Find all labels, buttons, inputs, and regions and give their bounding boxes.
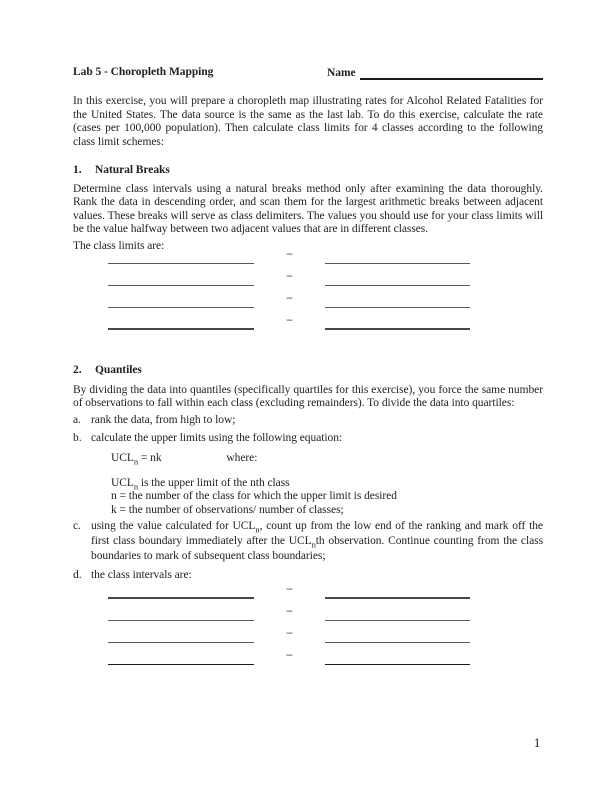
answer-row (73, 621, 543, 643)
definition-line-1: $UCL_n$ is the upper limit of the nth class (111, 477, 290, 492)
definition-line-3: k = the number of observations/ number of classes; (111, 503, 344, 516)
answer-blank-left (108, 284, 254, 286)
answer-blank-right (325, 262, 470, 264)
dash-separator: – (286, 269, 293, 282)
equation-row (73, 452, 543, 466)
dash-separator: – (286, 291, 293, 304)
answer-row (73, 599, 543, 621)
where-label: where: (226, 451, 258, 464)
name-blank-line (360, 66, 543, 80)
answer-blank-right (325, 306, 470, 308)
class-intervals-blanks-group2 (73, 582, 543, 665)
dash-separator: – (286, 626, 293, 639)
equation-definitions (73, 477, 543, 517)
answer-blank-right (325, 596, 470, 599)
equation-subscript: n (133, 455, 139, 466)
answer-blank-right (325, 663, 470, 665)
section2-body: By dividing the data into quantiles (specifically quartiles for this exercise), you force the same number of observations to fall within each class (excluding remainders). To divide the data into quartiles: (73, 383, 543, 409)
page-title: Lab 5 - Choropleth Mapping (73, 66, 214, 78)
section2-heading (73, 364, 543, 378)
dash-separator: – (286, 648, 293, 661)
dash-separator: – (286, 313, 293, 326)
answer-blank-left (108, 596, 254, 599)
name-field (327, 66, 543, 80)
document-content (73, 66, 543, 665)
answer-blank-left (108, 641, 254, 643)
list-text-d: the class intervals are: (91, 568, 192, 581)
answer-row (73, 286, 543, 308)
answer-blank-left (108, 663, 254, 665)
section1-number: 1. (73, 164, 82, 176)
ucl-subscript: n (255, 524, 260, 535)
ucl-subscript: n (311, 539, 316, 550)
dash-separator: – (286, 247, 293, 260)
section2-title: Quantiles (95, 364, 142, 376)
answer-blank-left (108, 306, 254, 308)
equation: $UCL_n$ = nk (111, 451, 162, 466)
definition-subscript: n (133, 481, 139, 492)
list-item-c (73, 519, 543, 564)
answer-blank-left (108, 619, 254, 621)
answer-blank-right (325, 284, 470, 286)
intro-paragraph: In this exercise, you will prepare a choropleth map illustrating rates for Alcohol Related Fatalities for the United States. The data source is the same as the last lab. To do this exercise, calculate the rate (cases per 100,000 population). Then calculate class limits for 4 classes according to the following class limit schemes: (73, 95, 543, 148)
list-item-b (73, 432, 543, 446)
answer-row (73, 247, 543, 264)
list-text-b: calculate the upper limits using the following equation: (91, 432, 343, 444)
section1-prompt: The class limits are: (73, 239, 165, 252)
page-number: 1 (534, 736, 541, 750)
dash-separator: – (286, 604, 293, 617)
answer-blank-right (325, 327, 470, 330)
section1-title: Natural Breaks (95, 164, 170, 176)
answer-blank-right (325, 619, 470, 621)
section2-number: 2. (73, 364, 82, 376)
document-header (73, 66, 543, 80)
list-item-d (73, 569, 543, 583)
answer-row (73, 308, 543, 330)
answer-row (73, 582, 543, 599)
dash-separator: – (286, 582, 293, 595)
section1-heading (73, 164, 543, 178)
section1-body: Determine class intervals using a natural breaks method only after examining the data thoroughly. Rank the data in descending order, and scan them for the largest arithmetic breaks between adjacent values. These breaks will serve as class delimiters. The values you should use for your class limits will be the value halfway between two adjacent values that are in different classes. (73, 182, 543, 235)
list-text-a: rank the data, from high to low; (91, 413, 236, 426)
answer-blank-left (108, 262, 254, 264)
answer-row (73, 643, 543, 665)
list-marker-b: b. (73, 432, 82, 444)
list-marker-c: c. (73, 519, 81, 532)
list-item-a (73, 414, 543, 428)
list-marker-d: d. (73, 568, 82, 581)
name-label: Name (327, 66, 356, 79)
answer-blank-left (108, 327, 254, 330)
class-limits-blanks-group1 (73, 247, 543, 330)
answer-blank-right (325, 641, 470, 643)
answer-row (73, 264, 543, 286)
definition-line-2: n = the number of the class for which the upper limit is desired (111, 490, 397, 503)
list-text-c: using the value calculated for $UCL_n$, count up from the low end of the ranking and mark off the first class boundary immediately after the $UCL_nth$ observation. Continue counting from the class boundaries to mark of subsequent class boundaries; (91, 519, 543, 562)
list-marker-a: a. (73, 413, 81, 426)
